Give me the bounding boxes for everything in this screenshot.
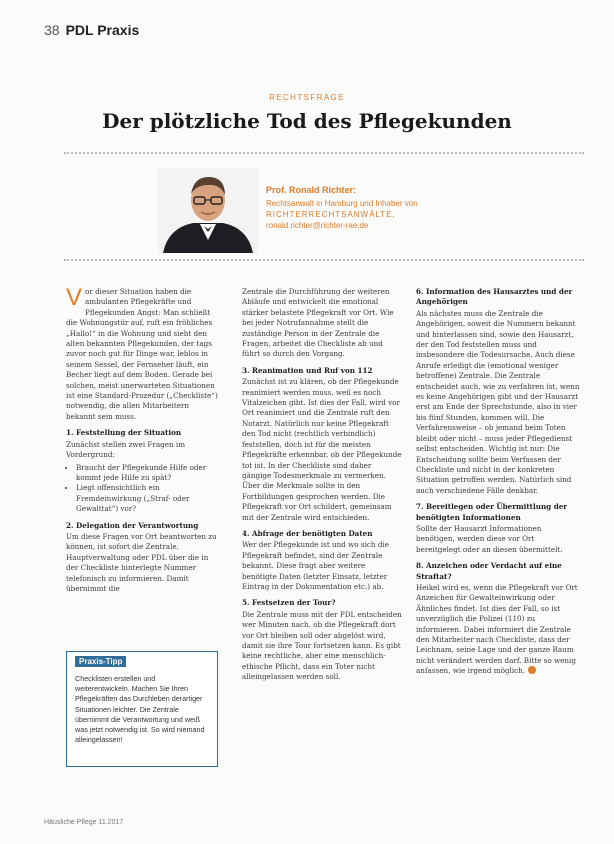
column-1 [66,284,218,600]
practice-tip-box [66,651,218,767]
section-heading-6: 6. Information des Hausarztes und der Angehörigen [416,287,573,307]
section-heading-5: 5. Festsetzen der Tour? [242,598,336,608]
paragraph: Sollte der Hausarzt Informationen benötigen, werden diese vor Ort bereitgelegt oder an diesen übermittelt. [416,523,563,554]
footer: Häusliche Pflege 11.2017 [44,819,124,826]
author-name: Prof. Ronald Richter: [266,185,357,195]
tip-heading: Praxis-Tipp [75,656,126,667]
tip-body: Checklisten erstellen und weiterentwickeln. Machen Sie Ihren Pflegekräften das Durchleben derartiger Situationen leichter. Die Zentrale übernimmt die Verantwortung und weiß was jetzt notwendig ist. So wird niemand alleingelassen! [75,674,205,745]
divider-top [64,152,584,154]
section-title: PDL Praxis [65,22,140,38]
column-2 [242,287,402,689]
page-header [44,22,139,38]
section-heading-3: 3. Reanimation und Ruf von 112 [242,365,373,375]
paragraph: Die Zentrale muss mit der PDL entscheiden wer Minuten nach, ob die Pflegekraft dort vor Ort bleiben soll oder abgelöst wird, damit sie ihre Tour fortsetzen kann. Es gibt keine rechtliche, aber eine menschlich-ethische Pflicht, dass ein Toter nicht alleingelassen werden soll. [242,609,402,682]
author-firm: RICHTERRECHTSANWÄLTE, [266,210,396,219]
bullet-list [66,463,218,515]
intro-paragraph: Vor dieser Situation haben die ambulanten Pflegekräfte und Pflegekunden Angst: Man schließt die Wohnungstür auf, ruft ein fröhliches „Hallo!“ in die Wohnung und sieht den alten bekannten Pflegekunden, der tags zuvor noch gut für Dinge war, leblos in seinem Sessel, der Fernseher läuft, ein Becher liegt auf dem Boden. Gerade bei solchen, meist unerwarteten Situationen ist eine Standard-Prozedur („Checkliste“) notwendig, die allen Mitarbeitern bekannt sein muss. [66,284,218,421]
section-heading-7: 7. Bereitlegen oder Übermittlung der benötigten Informationen [416,502,568,522]
paragraph: Zunächst stellen zwei Fragen im Vordergrund: [66,439,186,460]
paragraph: Zunächst ist zu klären, ob der Pflegekunde reanimiert werden muss, weil es noch Vitalzeichen gibt. Ist dies der Fall, wird vor Ort reanimiert und die Zentrale ruft den Notarzt. Natürlich nur keine Pflegekraft den Tod nicht (rechtlich verbindlich) feststellen, doch ist für die meisten Pflegekräfte erkennbar, ob der Pflegekunde tot ist. In der Checkliste sind daher gängige Todesmerkmale zu vermerken. Über die Merkmale sollte in den Fortbildungen gesprochen werden. Die Pflegekraft vor Ort schildert, gemeinsam mit der Zentrale wird entschieden. [242,377,402,522]
page-number: 38 [44,22,60,38]
author-role: Rechtsanwalt in Hamburg und Inhaber von [266,199,418,208]
author-email[interactable]: ronald.richter@richter-rae.de [266,221,369,230]
section-heading-8: 8. Anzeichen oder Verdacht auf eine Straftat? [416,561,562,581]
divider-bottom [64,259,584,261]
paragraph: Wer der Pflegekunde ist und wo sich die Pflegekraft befindet, sind der Zentrale bekannt. Diese fragt aber weitere benötigte Daten (letzter Einsatz, letzter Eintrag in der Dokumentation etc.) ab. [242,540,389,591]
section-heading-1: 1. Feststellung der Situation [66,428,182,438]
article-title: Der plötzliche Tod des Pflegekunden [102,109,512,133]
author-bio [266,185,418,231]
section-heading-2: 2. Delegation der Verantwortung [66,520,199,530]
list-item: • Braucht der Pflegekunde Hilfe oder kommt jede Hilfe zu spät? [76,463,218,484]
kicker: RECHTSFRAGE [269,93,345,102]
drop-cap: V [66,284,83,311]
list-item: • Liegt offensichtlich ein Fremdeinwirkung („Straf- oder Gewalttat“) vor? [76,483,218,514]
paragraph: Um diese Fragen vor Ort beantworten zu können, ist sofort die Zentrale, Hauptverwaltung oder PDL über die in der Checkliste hinterlegte Nummer telefonisch zu informieren. Damit übernimmt die [66,531,217,593]
column-3 [416,287,581,683]
paragraph: Zentrale die Durchführung der weiteren Abläufe und entwickelt die emotional stärker belastete Pflegekraft vor Ort. Wie bei jeder Notrufannahme stellt die zuständige Person in der Zentrale die Fragen, arbeitet die Checkliste ab und führt so durch den Vorgang. [242,287,394,359]
paragraph: Heikel wird es, wenn die Pflegekraft vor Ort Anzeichen für Gewalteinwirkung oder Ähnliches findet. Ist dies der Fall, so ist unverzüglich die Polizei (110) zu informieren. Dabei informiert die Zentrale den Mitarbeiter nach Checkliste, dass der Leichnam, seine Lage und der ganze Raum nicht verändert werden darf. Bitte so wenig anfassen, wie irgend möglich. [416,582,578,676]
end-mark-icon [528,666,536,674]
author-photo [158,168,258,253]
section-heading-4: 4. Abfrage der benötigten Daten [242,528,373,538]
paragraph: Als nächstes muss die Zentrale die Angehörigen, soweit die Nummern bekannt und hinterlassen sind, sowie den Hausarzt, der den Tod feststellen muss und insbesondere die Todesursache. Auch diese Anrufe erledigt die (emotional weniger betroffene) Zentrale. Die Zentrale entscheidet auch, wie zu verfahren ist, wenn es keine Angehörigen gibt und der Hausarzt erst am Ende der Sprechstunde, also in vier bis fünf Stunden, kommen will. Die Verfahrensweise – ob jemand beim Toten bleibt oder nicht – muss jeder Pflegedienst selbst entscheiden. Wichtig ist nur: Die Entscheidung sollte beim Verfassen der Checkliste und nicht in der konkreten Situation getroffen werden. Natürlich sind auch verschiedene Fälle denkbar. [416,308,580,495]
